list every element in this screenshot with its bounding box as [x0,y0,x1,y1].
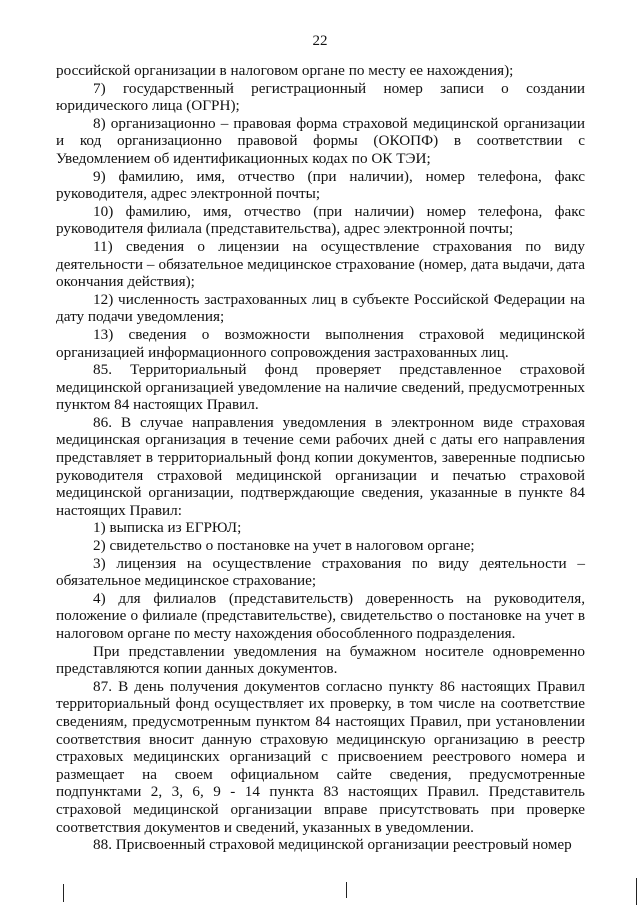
document-body [56,62,585,854]
item-7-ogrn: 7) государственный регистрационный номер записи о создании юридического лица (ОГРН); [56,79,585,115]
clause-86-item-3: 3) лицензия на осуществление страхования по виду деятельности – обязательное медицинское страхование; [56,554,585,590]
scan-artifact-line [63,884,64,902]
clause-86: 86. В случае направления уведомления в электронном виде страховая медицинская организация в течение семи рабочих дней с даты его направления представляет в территориальный фонд копии документов, заверенные подписью руководителя страховой медицинской организации и печатью страховой медицинской организации, подтверждающие сведения, указанные в пункте 84 настоящих Правил: [56,413,585,519]
paragraph-continuation: российской организации в налоговом органе по месту ее нахождения); [56,62,514,79]
item-11-license: 11) сведения о лицензии на осуществление страхования по виду деятельности – обязательное медицинское страхование (номер, дата выдачи, дата окончания действия); [56,237,585,291]
scan-artifact-line [636,878,637,905]
scan-artifact-line [346,882,347,898]
item-13-info-support: 13) сведения о возможности выполнения страховой медицинской организацией информационного сопровождения застрахованных лиц. [56,325,585,361]
paper-submission-note: При представлении уведомления на бумажном носителе одновременно представляются копии данных документов. [56,642,585,678]
clause-86-item-4: 4) для филиалов (представительств) доверенность на руководителя, положение о филиале (представительстве), свидетельство о постановке на учет в налоговом органе по месту нахождения обособленного подразделения. [56,589,585,642]
clause-86-item-1: 1) выписка из ЕГРЮЛ; [93,519,242,537]
page-number: 22 [312,33,328,49]
clause-86-item-2: 2) свидетельство о постановке на учет в налоговом органе; [93,537,475,555]
item-9-director-contacts: 9) фамилию, имя, отчество (при наличии), номер телефона, факс руководителя, адрес электронной почты; [56,167,585,203]
item-8-okopf: 8) организационно – правовая форма страховой медицинской организации и код организационно правовой формы (ОКОПФ) в соответствии с Уведомлением об идентификационных кодах по ОК ТЭИ; [56,114,585,167]
clause-87: 87. В день получения документов согласно пункту 86 настоящих Правил территориальный фонд осуществляет их проверку, в том числе на соответствие сведениям, предусмотренным пунктом 84 настоящих Правил, при установлении соответствия вносит данную страховую медицинскую организацию в реестр страховых медицинских организаций с присвоением реестрового номера и размещает на своем официальном сайте сведения, предусмотренные подпунктами 2, 3, 6, 9 - 14 пункта 83 настоящих Правил. Представитель страховой медицинской организации вправе присутствовать при проверке соответствия документов и сведений, указанных в уведомлении. [56,677,585,836]
clause-85: 85. Территориальный фонд проверяет представленное страховой медицинской организацией уведомление на наличие сведений, предусмотренных пунктом 84 настоящих Правил. [56,361,585,414]
item-10-branch-director-contacts: 10) фамилию, имя, отчество (при наличии) номер телефона, факс руководителя филиала (представительства), адрес электронной почты; [56,202,585,238]
clause-88: 88. Присвоенный страховой медицинской организации реестровый номер [93,836,572,854]
item-12-insured-count: 12) численность застрахованных лиц в субъекте Российской Федерации на дату подачи уведомления; [56,290,585,326]
